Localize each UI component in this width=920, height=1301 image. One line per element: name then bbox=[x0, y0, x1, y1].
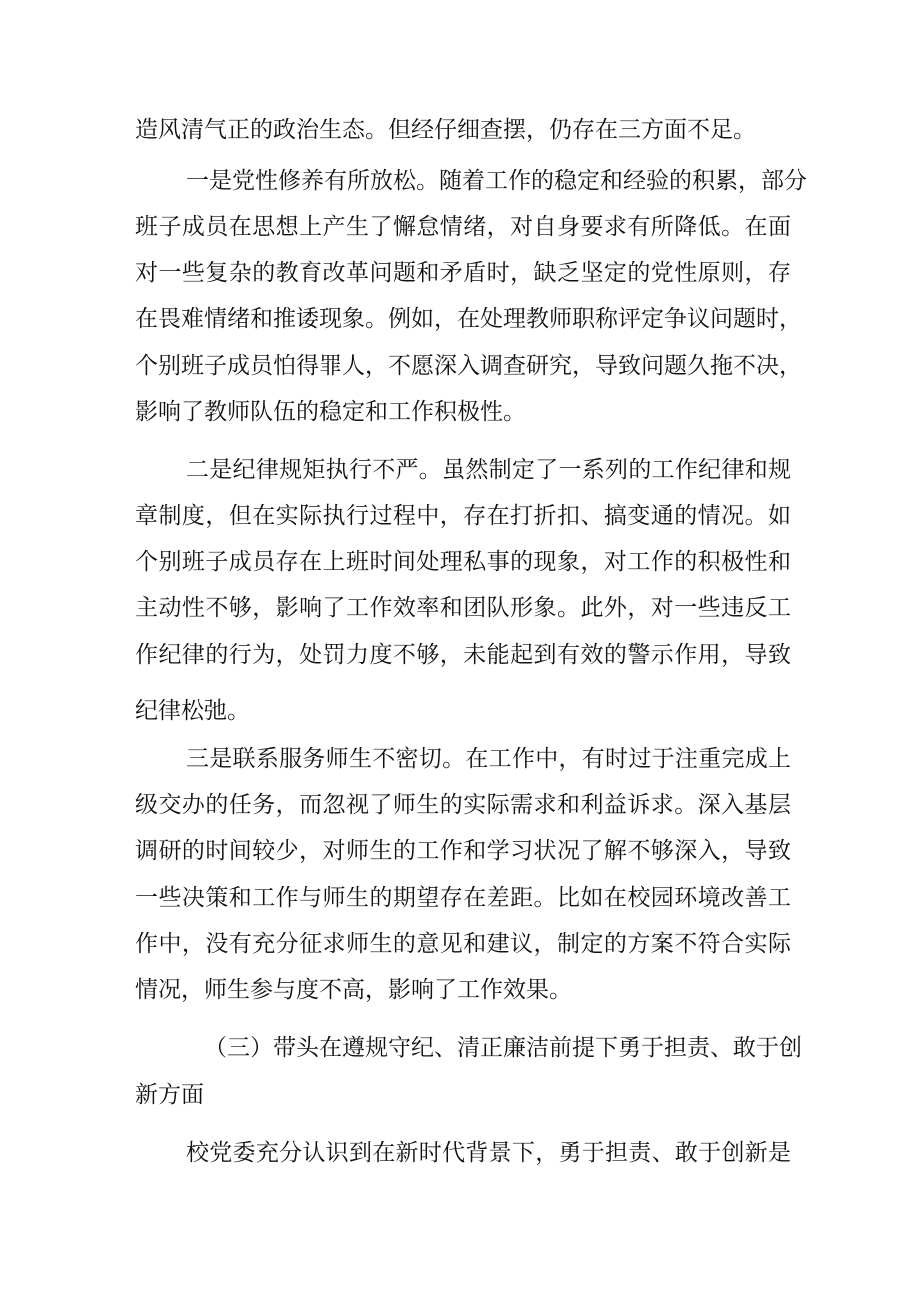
paragraph-line: 二是纪律规矩执行不严。虽然制定了一系列的工作纪律和规 bbox=[186, 457, 791, 483]
paragraph-line: 一是党性修养有所放松。随着工作的稳定和经验的积累，部分 bbox=[186, 168, 807, 194]
paragraph-line: 纪律松弛。 bbox=[135, 698, 250, 724]
paragraph-line: 校党委充分认识到在新时代背景下，勇于担责、敢于创新是 bbox=[186, 1140, 791, 1166]
paragraph-line: 作中，没有充分征求师生的意见和建议，制定的方案不符合实际 bbox=[135, 931, 791, 957]
paragraph-line: 个别班子成员存在上班时间处理私事的现象，对工作的积极性和 bbox=[135, 549, 791, 575]
paragraph-line: 章制度，但在实际执行过程中，存在打折扣、搞变通的情况。如 bbox=[135, 503, 791, 529]
paragraph-line: 个别班子成员怕得罪人，不愿深入调查研究，导致问题久拖不决， bbox=[135, 353, 802, 379]
paragraph-line: 调研的时间较少，对师生的工作和学习状况了解不够深入，导致 bbox=[135, 838, 791, 864]
paragraph-line: 主动性不够，影响了工作效率和团队形象。此外，对一些违反工 bbox=[135, 595, 791, 621]
paragraph-line: 作纪律的行为，处罚力度不够，未能起到有效的警示作用，导致 bbox=[135, 642, 791, 668]
paragraph-line: 班子成员在思想上产生了懈怠情绪，对自身要求有所降低。在面 bbox=[135, 214, 791, 240]
paragraph-line: 一些决策和工作与师生的期望存在差距。比如在校园环境改善工 bbox=[135, 885, 791, 911]
section-heading: 新方面 bbox=[135, 1082, 204, 1108]
paragraph-line: 在畏难情绪和推诿现象。例如，在处理教师职称评定争议问题时， bbox=[135, 306, 802, 332]
paragraph-line: 造风清气正的政治生态。但经仔细查摆，仍存在三方面不足。 bbox=[135, 117, 756, 143]
paragraph-line: 级交办的任务，而忽视了师生的实际需求和利益诉求。深入基层 bbox=[135, 792, 791, 818]
paragraph-line: 影响了教师队伍的稳定和工作积极性。 bbox=[135, 399, 526, 425]
paragraph-line: 情况，师生参与度不高，影响了工作效果。 bbox=[135, 977, 572, 1003]
paragraph-line: 对一些复杂的教育改革问题和矛盾时，缺乏坚定的党性原则，存 bbox=[135, 260, 791, 286]
section-heading: （三）带头在遵规守纪、清正廉洁前提下勇于担责、敢于创 bbox=[204, 1035, 802, 1061]
paragraph-line: 三是联系服务师生不密切。在工作中，有时过于注重完成上 bbox=[186, 746, 791, 772]
